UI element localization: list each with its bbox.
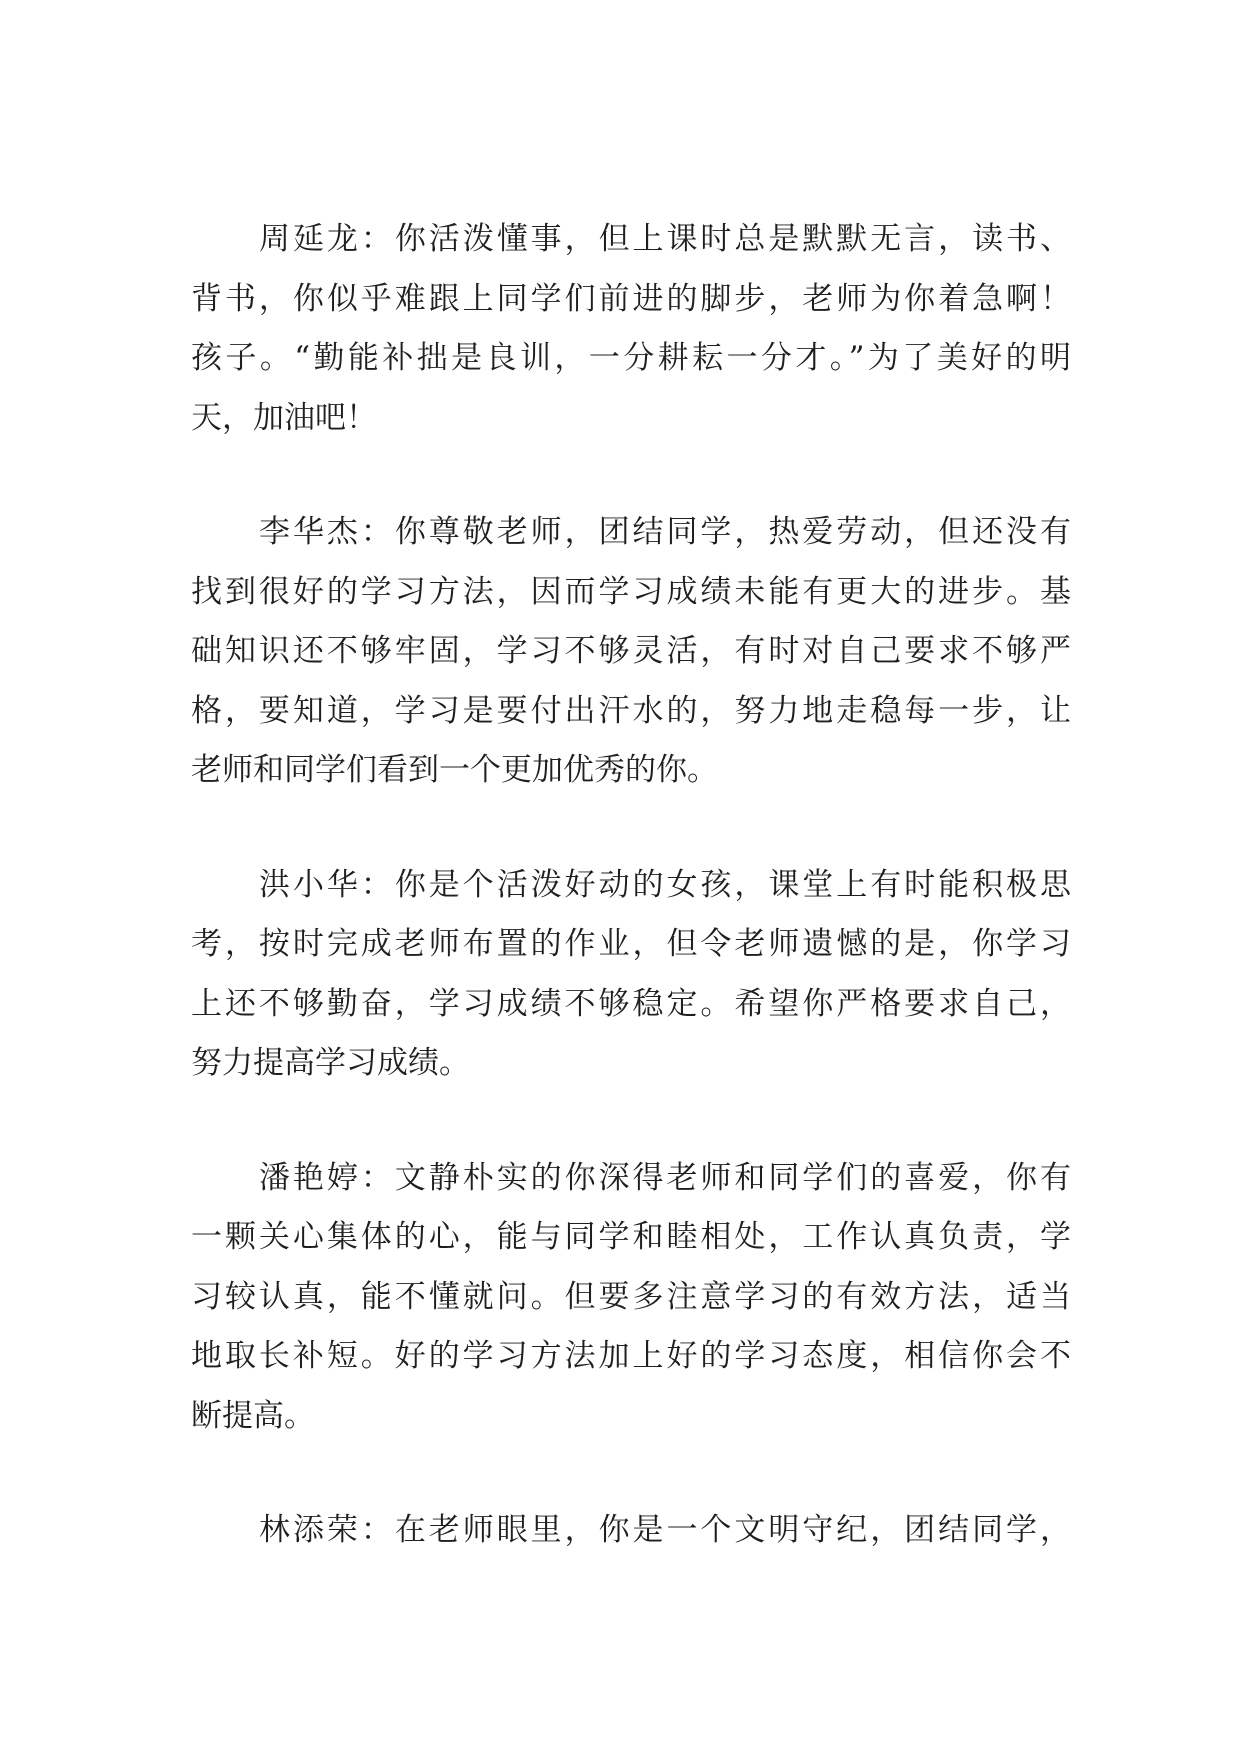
paragraph-line: 李华杰：你尊敬老师，团结同学，热爱劳动，但还没有	[259, 514, 1071, 550]
paragraph-line: 找到很好的学习方法，因而学习成绩未能有更大的进步。基	[191, 573, 1071, 610]
paragraph-line: 洪小华：你是个活泼好动的女孩，课堂上有时能积极思	[259, 866, 1071, 903]
paragraph-line: 背书，你似乎难跟上同学们前进的脚步，老师为你着急啊！	[191, 280, 1071, 317]
paragraph-comment-2	[191, 503, 1071, 801]
paragraph-comment-5	[191, 1501, 1071, 1561]
paragraph-line: 础知识还不够牢固，学习不够灵活，有时对自己要求不够严	[191, 633, 1071, 669]
paragraph-line: 一颗关心集体的心，能与同学和睦相处，工作认真负责，学	[191, 1219, 1071, 1255]
paragraph-line: 努力提高学习成绩。	[191, 1045, 470, 1081]
paragraph-line: 老师和同学们看到一个更加优秀的你。	[191, 752, 718, 788]
paragraph-line: 习较认真，能不懂就问。但要多注意学习的有效方法，适当	[191, 1278, 1071, 1315]
paragraph-line: 上还不够勤奋，学习成绩不够稳定。希望你严格要求自己，	[191, 985, 1071, 1022]
paragraph-line: 孩子。“勤能补拙是良训，一分耕耘一分才。”为了美好的明	[191, 340, 1071, 376]
paragraph-line: 地取长补短。好的学习方法加上好的学习态度，相信你会不	[191, 1338, 1071, 1374]
paragraph-line: 周延龙：你活泼懂事，但上课时总是默默无言，读书、	[259, 221, 1071, 257]
paragraph-line: 天，加油吧！	[191, 399, 377, 436]
document-body	[191, 210, 1071, 1616]
paragraph-line: 潘艳婷：文静朴实的你深得老师和同学们的喜爱，你有	[259, 1159, 1071, 1196]
paragraph-comment-1	[191, 210, 1071, 448]
paragraph-comment-4	[191, 1149, 1071, 1447]
paragraph-line: 格，要知道，学习是要付出汗水的，努力地走稳每一步，让	[191, 692, 1071, 729]
paragraph-line: 考，按时完成老师布置的作业，但令老师遗憾的是，你学习	[191, 926, 1071, 962]
paragraph-comment-3	[191, 856, 1071, 1094]
paragraph-line: 断提高。	[191, 1397, 315, 1434]
paragraph-line: 林添荣：在老师眼里，你是一个文明守纪，团结同学，	[259, 1512, 1071, 1548]
